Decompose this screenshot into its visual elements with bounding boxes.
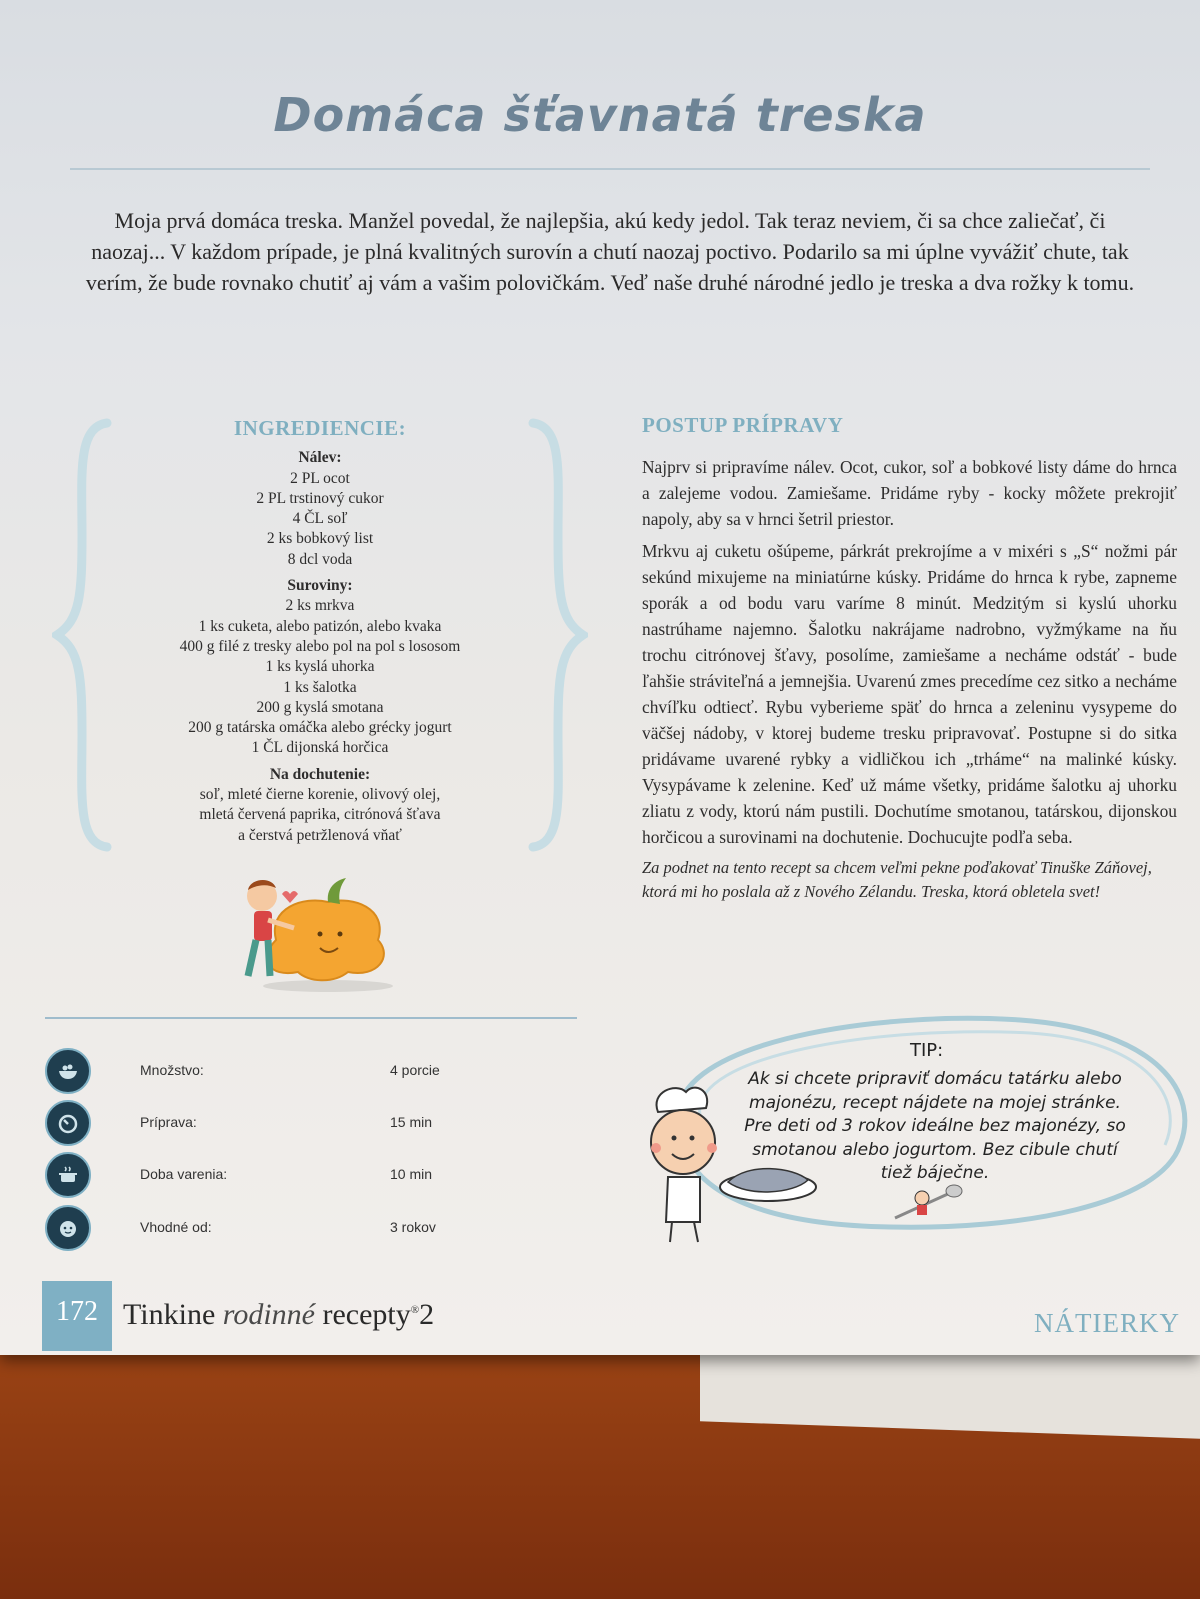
method-paragraph-1: Najprv si pripravíme nálev. Ocot, cukor, soľ a bobkové listy dáme do hrnca a zalejeme vodou. Zamiešame. Pridáme ryby - kocky môžete prekrojiť napoly, aby sa v hrnci šetril priestor.: [642, 457, 1177, 529]
ingredient-item: 1 ks cuketa, alebo patizón, alebo kvaka: [198, 617, 442, 635]
registered-mark: ®: [410, 1304, 420, 1316]
ingredient-item: 2 ks bobkový list: [266, 530, 374, 548]
book-title-part: recepty: [314, 1298, 411, 1331]
pot-icon: [45, 1152, 91, 1198]
ingredient-item: 8 dcl voda: [287, 550, 353, 568]
ingredient-item: 2 PL ocot: [290, 469, 350, 487]
seasoning-subheading: Na dochutenie:: [269, 765, 371, 783]
ingredient-item: a čerstvá petržlenová vňať: [238, 826, 402, 844]
tip-label: TIP:: [910, 1040, 944, 1061]
recipe-title: Domáca šťavnatá treska: [273, 88, 927, 142]
child-with-squash-illustration: [228, 868, 398, 998]
ingredient-item: 400 g filé z tresky alebo pol na pol s lososom: [179, 637, 461, 655]
info-label: Príprava:: [140, 1114, 197, 1130]
ingredient-item: 4 ČL soľ: [292, 510, 348, 528]
info-row-servings: [45, 1048, 495, 1094]
info-value: 4 porcie: [390, 1062, 440, 1078]
thanks-note: Za podnet na tento recept sa chcem veľmi pekne poďakovať Tinuške Záňovej, ktorá mi ho poslala až z Nového Zélandu. Treska, ktorá obletela svet!: [642, 858, 1152, 901]
ingredient-item: 2 PL trstinový cukor: [256, 489, 384, 507]
bowl-icon: [45, 1048, 91, 1094]
ingredient-item: 2 ks mrkva: [285, 597, 355, 615]
book-title-part: Tinkine: [123, 1298, 223, 1331]
page-number: 172: [42, 1281, 112, 1351]
intro-paragraph: Moja prvá domáca treska. Manžel povedal, že najlepšia, akú kedy jedol. Tak teraz neviem, či sa chce zaliečať, či naozaj... V každom prípade, je plná kvalitných surovín a chutí naozaj poctivo. Podarilo sa mi úplne vyvážiť chute, tak verím, že bude rovnako chutiť aj vám a vašim polovičkám. Veď naše druhé národné jedlo je treska a dva rožky k tomu.: [85, 208, 1135, 295]
tip-text: Ak si chcete pripraviť domácu tatárku alebo majonézu, recept nájdete na mojej stránke. Pre deti od 3 rokov ideálne bez majonézy, so smotanou alebo jogurtom. Bez cibule chutí tiež báječne.: [744, 1069, 1126, 1183]
info-divider: [45, 1017, 577, 1019]
ingredient-item: 200 g kyslá smotana: [256, 698, 384, 716]
chef-with-fish-illustration: [628, 1082, 828, 1257]
info-value: 3 rokov: [390, 1219, 436, 1235]
ingredient-item: soľ, mleté čierne korenie, olivový olej,: [199, 786, 441, 804]
info-row-cook-time: [45, 1152, 495, 1198]
method-panel: [642, 412, 1177, 910]
main-ingredients-subheading: Suroviny:: [287, 577, 353, 595]
ingredient-item: 1 ČL dijonská horčica: [251, 739, 389, 757]
ingredient-item: 1 ks šalotka: [283, 678, 357, 696]
small-cook-illustration: [890, 1178, 970, 1223]
method-heading: POSTUP PRÍPRAVY: [642, 413, 844, 437]
info-label: Doba varenia:: [140, 1166, 228, 1182]
info-label: Vhodné od:: [140, 1219, 212, 1235]
brine-subheading: Nálev:: [298, 449, 342, 467]
info-row-suitable-age: [45, 1205, 495, 1251]
info-value: 15 min: [390, 1114, 433, 1130]
book-title-italic: rodinné: [222, 1298, 315, 1331]
ingredients-panel: [100, 418, 540, 846]
book-title: [123, 1298, 434, 1332]
ingredient-item: 1 ks kyslá uhorka: [265, 658, 375, 676]
section-label: NÁTIERKY: [1034, 1308, 1180, 1338]
ingredient-item: mletá červená paprika, citrónová šťava: [199, 806, 441, 824]
timer-icon: [45, 1100, 91, 1146]
book-title-part: 2: [419, 1298, 435, 1331]
method-paragraph-2: Mrkvu aj cuketu ošúpeme, párkrát prekrojíme a v mixéri s „S“ nožmi pár sekúnd mixujeme na miniatúrne kúsky. Pridáme do hrnca k rybe, zapneme sporák a od bodu varu varíme 8 minút. Medzitým si kyslú uhorku nastrúhame najemno. Šalotku nakrájame nadrobno, vyžmýkame na ňu trochu citrónovej šťavy, posolíme, zamiešame a necháme odstáť - bude ľahšie stráviteľná a jemnejšia. Uvarenú zmes precedíme cez sitko a necháme chvíľku odtiecť. Rybu vyberieme späť do hrnca a zeleninu vysypeme do väčšej nádoby, v ktorej budeme tresku pripravovať. Postupne si do sitka pridávame uvarené rybky a vidličkou ich „trháme“ na malinké kúsky. Vysypávame k zelenine. Keď už máme všetky, pridáme šalotku aj uhorku zliatu z vody, ktorú nám pustili. Dochutíme smotanou, tatárskou, dijonskou horčicou a surovinami na dochutenie. Dochucujte podľa seba.: [642, 541, 1177, 847]
title-divider: [70, 168, 1150, 170]
ingredients-heading: INGREDIENCIE:: [233, 416, 407, 440]
info-row-prep-time: [45, 1100, 495, 1146]
info-value: 10 min: [390, 1166, 433, 1182]
baby-icon: [45, 1205, 91, 1251]
info-label: Množstvo:: [140, 1062, 204, 1078]
ingredient-item: 200 g tatárska omáčka alebo grécky jogurt: [188, 719, 452, 737]
